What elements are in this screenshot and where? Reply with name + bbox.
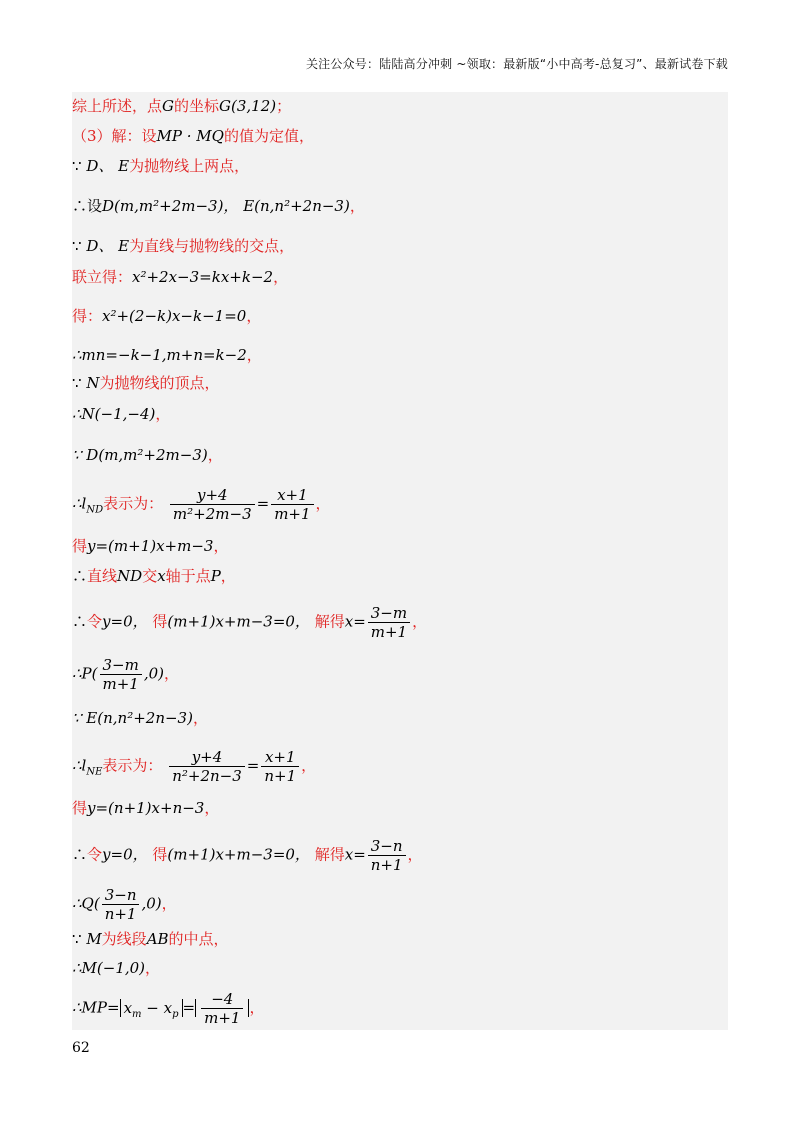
equals: = xyxy=(246,756,260,775)
subscript: p xyxy=(172,1008,179,1020)
math: D、 E xyxy=(86,237,130,255)
text: 为直线与抛物线的交点， xyxy=(129,237,295,255)
math: ∵ xyxy=(72,157,87,175)
numerator: x+1 xyxy=(271,486,313,505)
math: ∴l xyxy=(72,756,87,775)
math: y=(m+1)x+m−3 xyxy=(87,537,214,555)
line-17 xyxy=(72,708,208,728)
text: ， xyxy=(207,446,223,464)
text: ， xyxy=(213,537,229,555)
line-21 xyxy=(72,886,177,923)
line-19 xyxy=(72,798,219,818)
fraction xyxy=(169,748,245,785)
text: 解得 xyxy=(314,845,345,864)
math: AB xyxy=(146,930,169,948)
text: 的值为定值， xyxy=(223,127,314,145)
math: ∵ xyxy=(72,930,87,948)
denominator: m+1 xyxy=(102,675,139,693)
math: ∴Q( xyxy=(72,894,100,913)
fraction xyxy=(368,604,410,641)
math: G xyxy=(162,97,174,115)
math: P xyxy=(210,567,221,585)
numerator: x+1 xyxy=(261,748,299,767)
page-header: 关注公众号：陆陆高分冲刺 ~领取：最新版“小中高考-总复习”、最新试卷下载 xyxy=(305,57,728,71)
text: 为抛物线上两点， xyxy=(129,157,250,175)
text: ， xyxy=(204,799,220,817)
math: ,0) xyxy=(143,664,165,683)
text: ， xyxy=(273,268,289,286)
text: ， xyxy=(220,567,236,585)
line-18 xyxy=(72,748,316,785)
text: （3）解：设 xyxy=(72,127,157,145)
text: ； xyxy=(276,97,292,115)
text: ， xyxy=(407,845,423,864)
text: ， xyxy=(249,998,265,1017)
denominator: n+1 xyxy=(104,905,137,923)
text: ， xyxy=(145,959,161,977)
numerator: y+4 xyxy=(169,748,245,767)
text: ， xyxy=(315,494,331,513)
line-11 xyxy=(72,445,223,465)
denominator: n+1 xyxy=(264,767,297,785)
line-3 xyxy=(72,156,249,176)
math: y=0， xyxy=(102,612,148,631)
text: ， xyxy=(301,756,317,775)
text: 综上所述，点 xyxy=(72,97,163,115)
numerator: 3−n xyxy=(102,886,140,905)
text: ∴设 xyxy=(72,197,103,215)
line-6 xyxy=(72,267,288,287)
math: N xyxy=(86,374,100,392)
math: ∵ D(m,m²+2m−3) xyxy=(72,446,208,464)
math: ∴l xyxy=(72,494,87,513)
text: 得 xyxy=(152,612,168,631)
subscript: NE xyxy=(86,766,103,778)
math: (m+1)x+m−3=0， xyxy=(167,612,310,631)
line-16 xyxy=(72,656,179,693)
line-22 xyxy=(72,929,229,949)
line-1 xyxy=(72,96,291,116)
denominator: n+1 xyxy=(370,856,403,874)
numerator: 3−m xyxy=(368,604,410,623)
fraction xyxy=(261,748,299,785)
math: y=(n+1)x+n−3 xyxy=(87,799,205,817)
math: − x xyxy=(141,998,173,1017)
math: ∴mn=−k−1,m+n=k−2 xyxy=(72,346,247,364)
text: 直线 xyxy=(87,567,118,585)
text: 交 xyxy=(142,567,158,585)
text: 令 xyxy=(87,612,103,631)
text: 得： xyxy=(72,307,103,325)
text: 表示为： xyxy=(103,494,164,513)
math: G(3,12) xyxy=(219,97,277,115)
math: x xyxy=(123,998,133,1017)
fraction xyxy=(100,656,142,693)
numerator: 3−m xyxy=(100,656,142,675)
text: 为抛物线的顶点， xyxy=(99,374,220,392)
math: ∴ xyxy=(72,845,88,864)
equals: = xyxy=(182,998,196,1017)
numerator: y+4 xyxy=(170,486,255,505)
text: ， xyxy=(164,664,180,683)
math: x²+2x−3=kx+k−2 xyxy=(132,268,274,286)
denominator: m+1 xyxy=(274,505,311,523)
text: ， xyxy=(412,612,428,631)
math: ∵ xyxy=(72,374,87,392)
line-15 xyxy=(72,604,427,641)
fraction xyxy=(170,486,255,523)
text: 得 xyxy=(152,845,168,864)
line-10 xyxy=(72,404,170,424)
line-24 xyxy=(72,990,264,1027)
text: 的中点， xyxy=(168,930,229,948)
fraction xyxy=(271,486,313,523)
text: 联立得： xyxy=(72,268,133,286)
math: x= xyxy=(344,612,366,631)
text: 令 xyxy=(87,845,103,864)
text: ， xyxy=(349,197,365,215)
math: ,0) xyxy=(141,894,162,913)
text: 得 xyxy=(72,537,88,555)
math: D、 E xyxy=(86,157,130,175)
text: ， xyxy=(246,307,262,325)
denominator: m+1 xyxy=(370,623,408,641)
text: ， xyxy=(155,405,171,423)
fraction xyxy=(368,837,406,874)
math: M xyxy=(86,930,102,948)
math: ∴N(−1,−4) xyxy=(72,405,156,423)
solution-content xyxy=(72,92,728,1030)
numerator: 3−n xyxy=(368,837,406,856)
line-8 xyxy=(72,345,262,365)
math: ∴M(−1,0) xyxy=(72,959,146,977)
text: ， xyxy=(192,709,208,727)
text: 轴于点 xyxy=(165,567,211,585)
math: MP · MQ xyxy=(156,127,224,145)
page-number: 62 xyxy=(72,1040,90,1056)
subscript: m xyxy=(132,1008,142,1020)
text: ， xyxy=(246,346,262,364)
math: (m+1)x+m−3=0， xyxy=(167,845,310,864)
math: ND xyxy=(117,567,143,585)
text: 解得 xyxy=(314,612,345,631)
absolute-value xyxy=(195,990,249,1027)
denominator: n²+2n−3 xyxy=(172,767,242,785)
line-12 xyxy=(72,486,331,523)
math: ∴ xyxy=(72,612,88,631)
line-2 xyxy=(72,126,314,146)
math: x²+(2−k)x−k−1=0 xyxy=(102,307,247,325)
text: ， xyxy=(161,894,177,913)
equals: = xyxy=(256,494,270,513)
line-4 xyxy=(72,196,365,216)
math: ∴ xyxy=(72,567,88,585)
subscript: ND xyxy=(86,504,104,516)
math: y=0， xyxy=(102,845,148,864)
absolute-value xyxy=(120,998,183,1020)
denominator: m+1 xyxy=(204,1009,241,1027)
math: D(m,m²+2m−3)， E(n,n²+2n−3) xyxy=(102,197,350,215)
text: 的坐标 xyxy=(174,97,220,115)
denominator: m²+2m−3 xyxy=(172,505,252,523)
text: 表示为： xyxy=(102,756,163,775)
line-23 xyxy=(72,958,160,978)
numerator: −4 xyxy=(201,990,243,1009)
line-13 xyxy=(72,536,228,556)
line-9 xyxy=(72,373,219,393)
math: ∵ E(n,n²+2n−3) xyxy=(72,709,193,727)
line-20 xyxy=(72,837,423,874)
math: ∴P( xyxy=(72,664,98,683)
line-14 xyxy=(72,566,236,586)
line-5 xyxy=(72,236,294,256)
text: 为线段 xyxy=(101,930,147,948)
math: x= xyxy=(344,845,366,864)
fraction xyxy=(102,886,140,923)
math: ∵ xyxy=(72,237,87,255)
fraction xyxy=(201,990,243,1027)
math: x xyxy=(157,567,166,585)
text: 得 xyxy=(72,799,88,817)
math: ∴MP= xyxy=(72,998,120,1017)
line-7 xyxy=(72,306,261,326)
